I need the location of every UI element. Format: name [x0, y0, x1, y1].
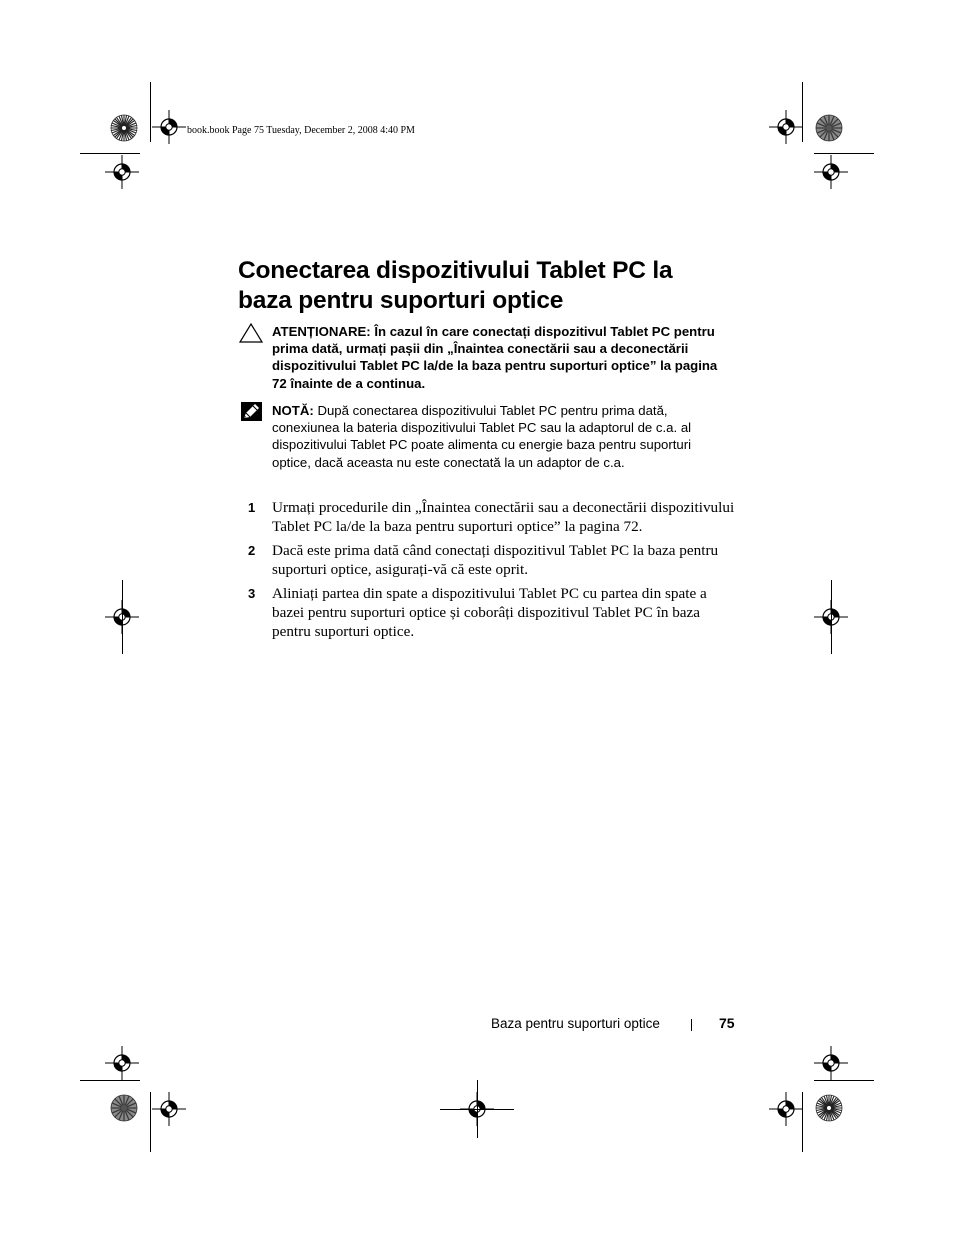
caution-label: ATENȚIONARE: [272, 324, 371, 339]
title-line: Conectarea dispozitivului Tablet PC la [238, 257, 673, 284]
step-number: 3 [248, 586, 256, 602]
pencil-note-icon [241, 402, 262, 421]
list-item [248, 542, 738, 579]
print-header: book.book Page 75 Tuesday, December 2, 2008 4:40 PM [187, 125, 415, 136]
footer-divider [691, 1019, 692, 1031]
registration-mark-icon [814, 155, 848, 189]
registration-mark-icon [769, 110, 803, 144]
rosette-mark-icon [110, 114, 138, 142]
rosette-mark-icon [110, 1094, 138, 1122]
note-block [272, 402, 732, 471]
caution-block [272, 323, 732, 392]
step-text: Aliniați partea din spate a dispozitivului Tablet PC cu partea din spate a bazei pentru suporturi optice și coborâți dispozitivul Tablet PC în baza pentru suporturi optice. [272, 585, 707, 640]
registration-mark-icon [105, 1046, 139, 1080]
crop-line [831, 580, 832, 654]
registration-mark-icon [769, 1092, 803, 1126]
crop-line [80, 153, 140, 154]
list-item [248, 499, 738, 536]
crop-line [150, 1092, 151, 1152]
crop-line [814, 1080, 874, 1081]
caution-text: În cazul în care conectați dispozitivul Tablet PC pentru prima dată, urmați pașii din „Înaintea conectării sau a deconectării dispozitivului Tablet PC la/de la baza pentru suporturi optice” la pagina 72 înainte de a continua. [272, 324, 718, 391]
note-text: După conectarea dispozitivului Tablet PC pentru prima dată, conexiunea la bateria dispozitivului Tablet PC sau la adaptorul de c.a. al dispozitivului Tablet PC poate alimenta cu energie baza pentru suporturi optice, dacă aceasta nu este conectată la un adaptor de c.a. [272, 403, 692, 470]
crop-line [814, 153, 874, 154]
registration-mark-icon [814, 1046, 848, 1080]
step-number: 2 [248, 543, 256, 559]
steps-list [248, 499, 738, 647]
rosette-mark-icon [815, 114, 843, 142]
crop-line [440, 1109, 514, 1110]
list-item [248, 585, 738, 641]
title-line: baza pentru suporturi optice [238, 287, 564, 314]
registration-mark-icon [105, 155, 139, 189]
registration-mark-icon [152, 1092, 186, 1126]
registration-mark-icon [152, 110, 186, 144]
footer-section-title: Baza pentru suporturi optice [491, 1016, 660, 1031]
crop-line [150, 82, 151, 142]
page-title [238, 256, 758, 316]
crop-line [122, 580, 123, 654]
rosette-mark-icon [815, 1094, 843, 1122]
warning-triangle-icon [239, 323, 263, 343]
step-text: Dacă este prima dată când conectați dispozitivul Tablet PC la baza pentru suporturi optice, asigurați-vă că este oprit. [272, 542, 719, 578]
note-label: NOTĂ: [272, 403, 314, 418]
step-text: Urmați procedurile din „Înaintea conectării sau a deconectării dispozitivului Tablet PC la/de la baza pentru suporturi optice” la pagina 72. [272, 499, 735, 535]
page-number: 75 [719, 1015, 735, 1031]
crop-line [80, 1080, 140, 1081]
step-number: 1 [248, 500, 256, 515]
